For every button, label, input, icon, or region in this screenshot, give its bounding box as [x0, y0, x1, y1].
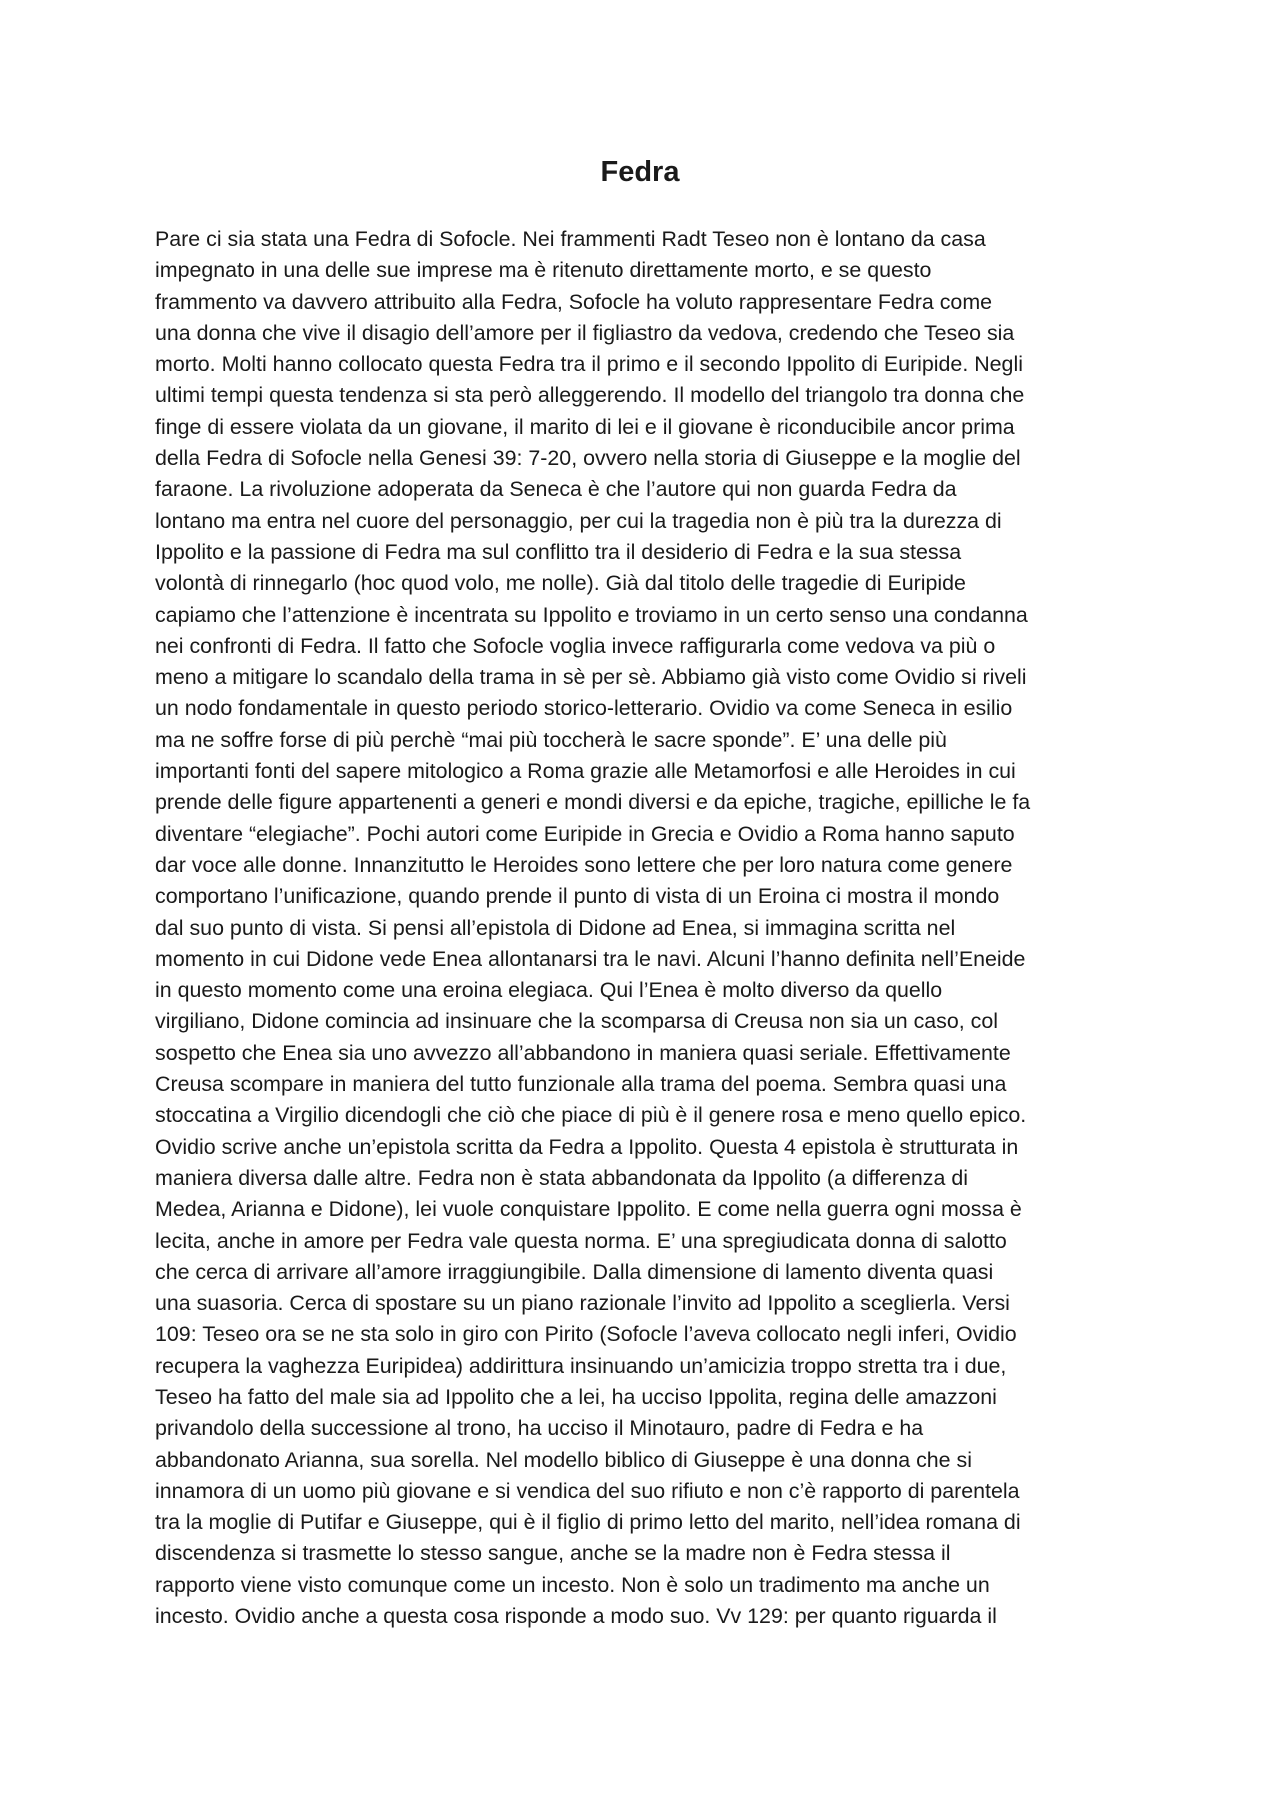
body-text-line: nei confronti di Fedra. Il fatto che Sofocle voglia invece raffigurarla come vedova va più o — [155, 633, 996, 658]
body-text-line: Teseo ha fatto del male sia ad Ippolito che a lei, ha ucciso Ippolita, regina delle amazzoni — [155, 1384, 997, 1409]
body-text-line: meno a mitigare lo scandalo della trama in sè per sè. Abbiamo già visto come Ovidio si riveli — [155, 665, 1027, 690]
body-text-line: una donna che vive il disagio dell’amore per il figliastro da vedova, credendo che Teseo sia — [155, 320, 1015, 345]
body-text-line: della Fedra di Sofocle nella Genesi 39: 7-20, ovvero nella storia di Giuseppe e la moglie del — [155, 446, 1021, 471]
body-text-line: discendenza si trasmette lo stesso sangue, anche se la madre non è Fedra stessa il — [155, 1541, 951, 1566]
body-text-line: Ovidio scrive anche un’epistola scritta da Fedra a Ippolito. Questa 4 epistola è strutturata in — [155, 1134, 1019, 1159]
body-text-line: ultimi tempi questa tendenza si sta però alleggerendo. Il modello del triangolo tra donna che — [155, 383, 1025, 408]
body-text-line: comportano l’unificazione, quando prende il punto di vista di un Eroina ci mostra il mondo — [155, 884, 1000, 909]
body-text-line: incesto. Ovidio anche a questa cosa risponde a modo suo. Vv 129: per quanto riguarda il — [155, 1604, 997, 1629]
body-text-line: Ippolito e la passione di Fedra ma sul conflitto tra il desiderio di Fedra e la sua stessa — [155, 539, 962, 564]
body-text-line: diventare “elegiache”. Pochi autori come Euripide in Grecia e Ovidio a Roma hanno saputo — [155, 821, 1015, 846]
body-text-line: innamora di un uomo più giovane e si vendica del suo rifiuto e non c’è rapporto di parentela — [155, 1478, 1020, 1503]
body-text-line: lecita, anche in amore per Fedra vale questa norma. E’ una spregiudicata donna di salotto — [155, 1228, 1007, 1253]
body-text-line: faraone. La rivoluzione adoperata da Seneca è che l’autore qui non guarda Fedra da — [155, 477, 957, 502]
document-title: Fedra — [600, 156, 680, 188]
body-text-line: dal suo punto di vista. Si pensi all’epistola di Didone ad Enea, si immagina scritta nel — [155, 915, 956, 940]
body-text-line: volontà di rinnegarlo (hoc quod volo, me nolle). Già dal titolo delle tragedie di Euripide — [155, 571, 966, 596]
body-text-line: morto. Molti hanno collocato questa Fedra tra il primo e il secondo Ippolito di Euripide. Negli — [155, 352, 1023, 377]
body-text-line: importanti fonti del sapere mitologico a Roma grazie alle Metamorfosi e alle Heroides in cui — [155, 759, 1016, 784]
body-text-line: prende delle figure appartenenti a generi e mondi diversi e da epiche, tragiche, epilliche le fa — [155, 790, 1031, 815]
body-text-line: capiamo che l’attenzione è incentrata su Ippolito e troviamo in un certo senso una condanna — [155, 602, 1028, 627]
document-body — [155, 224, 1145, 1632]
body-text-line: stoccatina a Virgilio dicendogli che ciò che piace di più è il genere rosa e meno quello epico. — [155, 1103, 1027, 1128]
body-text-line: finge di essere violata da un giovane, il marito di lei e il giovane è riconducibile ancor prima — [155, 414, 1015, 439]
body-text-line: tra la moglie di Putifar e Giuseppe, qui è il figlio di primo letto del marito, nell’idea romana di — [155, 1510, 1021, 1535]
body-text-line: una suasoria. Cerca di spostare su un piano razionale l’invito ad Ippolito a sceglierla. Versi — [155, 1291, 1010, 1316]
body-text-line: un nodo fondamentale in questo periodo storico-letterario. Ovidio va come Seneca in esilio — [155, 696, 1013, 721]
body-text-line: momento in cui Didone vede Enea allontanarsi tra le navi. Alcuni l’hanno definita nell’Eneide — [155, 946, 1026, 971]
body-text-line: 109: Teseo ora se ne sta solo in giro con Pirito (Sofocle l’aveva collocato negli inferi, Ovidio — [155, 1322, 1017, 1347]
body-text-line: ma ne soffre forse di più perchè “mai più toccherà le sacre sponde”. E’ una delle più — [155, 727, 947, 752]
body-text-line: rapporto viene visto comunque come un incesto. Non è solo un tradimento ma anche un — [155, 1572, 990, 1597]
body-text-line: impegnato in una delle sue imprese ma è ritenuto direttamente morto, e se questo — [155, 258, 932, 283]
body-text-line: frammento va davvero attribuito alla Fedra, Sofocle ha voluto rappresentare Fedra come — [155, 289, 993, 314]
body-text-line: dar voce alle donne. Innanzitutto le Heroides sono lettere che per loro natura come genere — [155, 852, 1013, 877]
body-text-line: Creusa scompare in maniera del tutto funzionale alla trama del poema. Sembra quasi una — [155, 1072, 1007, 1097]
body-text-line: che cerca di arrivare all’amore irraggiungibile. Dalla dimensione di lamento diventa quasi — [155, 1259, 994, 1284]
body-text-line: recupera la vaghezza Euripidea) addirittura insinuando un’amicizia troppo stretta tra i due, — [155, 1353, 1007, 1378]
body-text-line: Pare ci sia stata una Fedra di Sofocle. Nei frammenti Radt Teseo non è lontano da casa — [155, 227, 986, 251]
body-text-line: abbandonato Arianna, sua sorella. Nel modello biblico di Giuseppe è una donna che si — [155, 1447, 972, 1472]
body-text-line: lontano ma entra nel cuore del personaggio, per cui la tragedia non è più tra la durezza di — [155, 508, 1002, 533]
body-text-line: in questo momento come una eroina elegiaca. Qui l’Enea è molto diverso da quello — [155, 978, 943, 1003]
body-text-line: privandolo della successione al trono, ha ucciso il Minotauro, padre di Fedra e ha — [155, 1416, 924, 1441]
body-text-line: maniera diversa dalle altre. Fedra non è stata abbandonata da Ippolito (a differenza di — [155, 1165, 968, 1190]
body-text-line: virgiliano, Didone comincia ad insinuare che la scomparsa di Creusa non sia un caso, col — [155, 1009, 998, 1034]
body-text-line: Medea, Arianna e Didone), lei vuole conquistare Ippolito. E come nella guerra ogni mossa è — [155, 1197, 1022, 1222]
body-text-line: sospetto che Enea sia uno avvezzo all’abbandono in maniera quasi seriale. Effettivamente — [155, 1040, 1011, 1065]
